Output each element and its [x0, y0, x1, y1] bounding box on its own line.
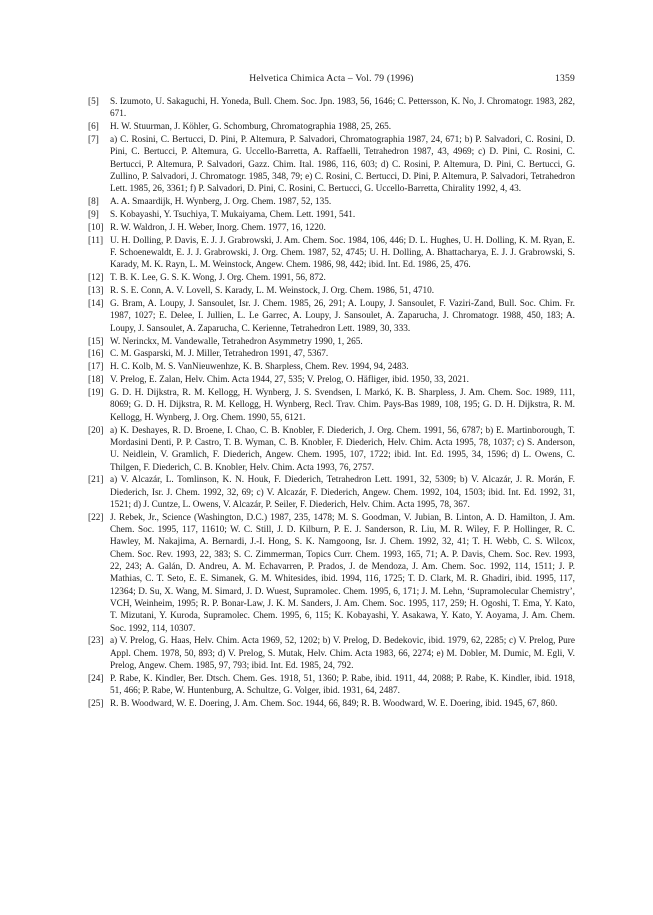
reference-text: T. B. K. Lee, G. S. K. Wong, J. Org. Chem. 1991, 56, 872.	[110, 273, 326, 284]
reference-text: V. Prelog, E. Zalan, Helv. Chim. Acta 1944, 27, 535; V. Prelog, O. Häfliger, ibid. 1950, 33, 2021.	[110, 375, 469, 386]
reference-number: [20]	[88, 425, 104, 436]
reference-item	[88, 222, 575, 234]
reference-number: [9]	[88, 210, 99, 221]
reference-list	[88, 96, 575, 711]
reference-number: [5]	[88, 97, 99, 107]
reference-number: [8]	[88, 197, 99, 208]
reference-item	[88, 425, 575, 474]
reference-item	[88, 272, 575, 284]
page-number: 1359	[555, 73, 575, 84]
reference-item	[88, 698, 575, 710]
reference-text: S. Kobayashi, Y. Tsuchiya, T. Mukaiyama, Chem. Lett. 1991, 541.	[110, 210, 356, 221]
reference-text: J. Rebek, Jr., Science (Washington, D.C.) 1987, 235, 1478; M. S. Goodman, V. Jubian, B. Linton, A. D. Hamilton, J. Am. Chem. Soc. 1995, 117, 11610; W. C. Still, J. D. Kilburn, P. E. J. Sanderson, R. Liu, M. R. Wiley, F. P. Hollinger, R. C. Hawley, M. Nakajima, A. Bernardi, J.-I. Hong, S. K. Namgoong, Isr. J. Chem. 1992, 32, 41; T. H. Webb, C. S. Wilcox, Chem. Soc. Rev. 1993, 22, 383; S. C. Zimmerman, Topics Curr. Chem. 1993, 165, 71; A. P. Davis, Chem. Soc. Rev. 1993, 22, 243; A. Galán, D. Andreu, A. M. Echavarren, P. Prados, J. de Mendoza, J. Am. Chem. Soc. 1992, 114, 1511; J. P. Mathias, C. T. Seto, E. E. Simanek, G. M. Whitesides, ibid. 1994, 116, 1725; T. D. Clark, M. R. Ghadiri, ibid. 1995, 117, 12364; D. Su, X. Wang, M. Simard, J. D. Wuest, Supramolec. Chem. 1995, 6, 171; J. M. Lehn, ‘Supramolecular Chemistry’, VCH, Weinheim, 1995; R. P. Bonar-Law, J. K. M. Sanders, J. Am. Chem. Soc. 1995, 117, 259; H. Ogoshi, T. Ema, Y. Kato, T. Mizutani, Y. Kuroda, Supramolec. Chem. 1995, 6, 115; K. Kobayashi, Y. Asakawa, Y. Kato, Y. Aoyama, J. Am. Chem. Soc. 1992, 114, 10307.	[110, 512, 575, 634]
reference-number: [18]	[88, 375, 104, 386]
reference-text: A. A. Smaardijk, H. Wynberg, J. Org. Chem. 1987, 52, 135.	[110, 197, 332, 208]
reference-item	[88, 635, 575, 672]
reference-text: R. S. E. Conn, A. V. Lovell, S. Karady, L. M. Weinstock, J. Org. Chem. 1986, 51, 4710.	[110, 286, 435, 297]
reference-number: [19]	[88, 388, 104, 399]
reference-number: [25]	[88, 699, 104, 710]
reference-number: [6]	[88, 122, 99, 133]
reference-number: [24]	[88, 673, 104, 684]
reference-item	[88, 235, 575, 272]
reference-item	[88, 121, 575, 133]
reference-item	[88, 134, 575, 195]
reference-item	[88, 361, 575, 373]
reference-number: [21]	[88, 475, 104, 486]
reference-text: R. B. Woodward, W. E. Doering, J. Am. Chem. Soc. 1944, 66, 849; R. B. Woodward, W. E. Doering, ibid. 1945, 67, 860.	[110, 699, 558, 710]
reference-item	[88, 387, 575, 424]
reference-item	[88, 298, 575, 335]
reference-number: [23]	[88, 636, 104, 647]
reference-text: P. Rabe, K. Kindler, Ber. Dtsch. Chem. Ges. 1918, 51, 1360; P. Rabe, ibid. 1911, 44, 2088; P. Rabe, K. Kindler, ibid. 1918, 51, 466; P. Rabe, W. Huntenburg, A. Schultze, G. Volger, ibid. 1931, 64, 2487.	[110, 673, 575, 697]
reference-item	[88, 673, 575, 698]
reference-number: [14]	[88, 299, 104, 310]
reference-text: W. Nerinckx, M. Vandewalle, Tetrahedron Asymmetry 1990, 1, 265.	[110, 336, 363, 347]
reference-item	[88, 512, 575, 635]
reference-text: G. D. H. Dijkstra, R. M. Kellogg, H. Wynberg, J. S. Svendsen, I. Markó, K. B. Sharpless, J. Am. Chem. Soc. 1989, 111, 8069; G. D. H. Dijkstra, R. M. Kellogg, H. Wynberg, Recl. Trav. Chim. Pays-Bas 1989, 108, 195; G. D. H. Dijkstra, R. M. Kellogg, H. Wynberg, J. Org. Chem. 1990, 55, 6121.	[110, 388, 575, 423]
reference-text: G. Bram, A. Loupy, J. Sansoulet, Isr. J. Chem. 1985, 26, 291; A. Loupy, J. Sansoulet, F. Vaziri-Zand, Bull. Soc. Chim. Fr. 1987, 1027; E. Delee, I. Jullien, L. Le Garrec, A. Loupy, J. Sansoulet, A. Zaparucha, J. Chromatogr. 1988, 450, 183; A. Loupy, J. Sansoulet, A. Zaparucha, C. Kerienne, Tetrahedron Lett. 1989, 30, 333.	[110, 299, 575, 334]
reference-item	[88, 285, 575, 297]
reference-number: [7]	[88, 135, 99, 146]
journal-title: Helvetica Chimica Acta – Vol. 79 (1996)	[249, 73, 414, 84]
reference-number: [17]	[88, 362, 104, 373]
reference-text: U. H. Dolling, P. Davis, E. J. J. Grabrowski, J. Am. Chem. Soc. 1984, 106, 446; D. L. Hughes, U. H. Dolling, K. M. Ryan, E. F. Schoenewaldt, E. J. J. Grabrowski, J. Org. Chem. 1987, 52, 4745; U. H. Dolling, A. Bhattacharya, E. J. J. Grabrowski, S. Karady, M. K. Rayn, L. M. Weinstock, Angew. Chem. 1986, 98, 442; ibid. Int. Ed. 1986, 25, 476.	[110, 235, 575, 271]
reference-number: [22]	[88, 512, 104, 523]
reference-text: H. W. Stuurman, J. Köhler, G. Schomburg, Chromatographia 1988, 25, 265.	[110, 122, 392, 133]
reference-number: [13]	[88, 286, 104, 297]
reference-item	[88, 374, 575, 386]
reference-number: [16]	[88, 349, 104, 360]
reference-text: a) V. Alcazár, L. Tomlinson, K. N. Houk, F. Diederich, Tetrahedron Lett. 1991, 32, 5309; b) V. Alcazár, J. R. Morán, F. Diederich, Isr. J. Chem. 1992, 32, 69; c) V. Alcazár, F. Diederich, Angew. Chem. 1992, 104, 1503; ibid. Int. Ed. 1992, 31, 1521; d) J. Cuntze, L. Owens, V. Alcazár, P. Seiler, F. Diederich, Helv. Chim. Acta 1995, 78, 367.	[110, 475, 575, 510]
reference-item	[88, 96, 575, 121]
reference-text: C. M. Gasparski, M. J. Miller, Tetrahedron 1991, 47, 5367.	[110, 349, 329, 360]
reference-number: [11]	[88, 235, 104, 246]
reference-item	[88, 209, 575, 221]
reference-item	[88, 474, 575, 511]
reference-number: [15]	[88, 336, 104, 347]
reference-item	[88, 196, 575, 208]
reference-text: S. Izumoto, U. Sakaguchi, H. Yoneda, Bull. Chem. Soc. Jpn. 1983, 56, 1646; C. Pettersson, K. No, J. Chromatogr. 1983, 282, 671.	[110, 97, 575, 120]
reference-text: a) C. Rosini, C. Bertucci, D. Pini, P. Altemura, P. Salvadori, Chromatographia 1987, 24, 671; b) P. Salvadori, C. Rosini, D. Pini, C. Bertucci, P. Altemura, G. Uccello-Barretta, A. Raffaelli, Tetrahedron 1987, 43, 4969; c) D. Pini, C. Rosini, C. Bertucci, P. Altemura, P. Salvadori, Gazz. Chim. Ital. 1986, 116, 603; d) C. Rosini, P. Altemura, D. Pini, C. Bertucci, G. Zullino, P. Salvadori, J. Chromatogr. 1985, 348, 79; e) C. Rosini, C. Bertucci, D. Pini, P. Altemura, P. Salvadori, Tetrahedron Lett. 1985, 26, 3361; f) P. Salvadori, D. Pini, C. Rosini, C. Bertucci, G. Uccello-Barretta, Chirality 1992, 4, 43.	[110, 135, 575, 195]
reference-text: H. C. Kolb, M. S. VanNieuwenhze, K. B. Sharpless, Chem. Rev. 1994, 94, 2483.	[110, 362, 409, 373]
reference-item	[88, 348, 575, 360]
reference-number: [10]	[88, 222, 104, 233]
reference-number: [12]	[88, 273, 104, 284]
reference-text: a) V. Prelog, G. Haas, Helv. Chim. Acta 1969, 52, 1202; b) V. Prelog, D. Bedekovic, ibid. 1979, 62, 2285; c) V. Prelog, Pure Appl. Chem. 1978, 50, 893; d) V. Prelog, S. Mutak, Helv. Chim. Acta 1983, 66, 2274; e) M. Dobler, M. Dumic, M. Egli, V. Prelog, Angew. Chem. 1985, 97, 793; ibid. Int. Ed. 1985, 24, 792.	[110, 636, 575, 672]
reference-text: a) K. Deshayes, R. D. Broene, I. Chao, C. B. Knobler, F. Diederich, J. Org. Chem. 1991, 56, 6787; b) E. Martinborough, T. Mordasini Denti, P. P. Castro, T. B. Wyman, C. B. Knobler, F. Diederich, Helv. Chim. Acta 1995, 78, 1037; c) S. Anderson, U. Neidlein, V. Gramlich, F. Diederich, Angew. Chem. 1995, 107, 1722; ibid. Int. Ed. 1995, 34, 1596; d) L. Owens, C. Thilgen, F. Diederich, C. B. Knobler, Helv. Chim. Acta 1993, 76, 2757.	[110, 425, 575, 473]
reference-item	[88, 336, 575, 348]
running-head	[88, 73, 575, 87]
reference-text: R. W. Waldron, J. H. Weber, Inorg. Chem. 1977, 16, 1220.	[110, 222, 326, 233]
